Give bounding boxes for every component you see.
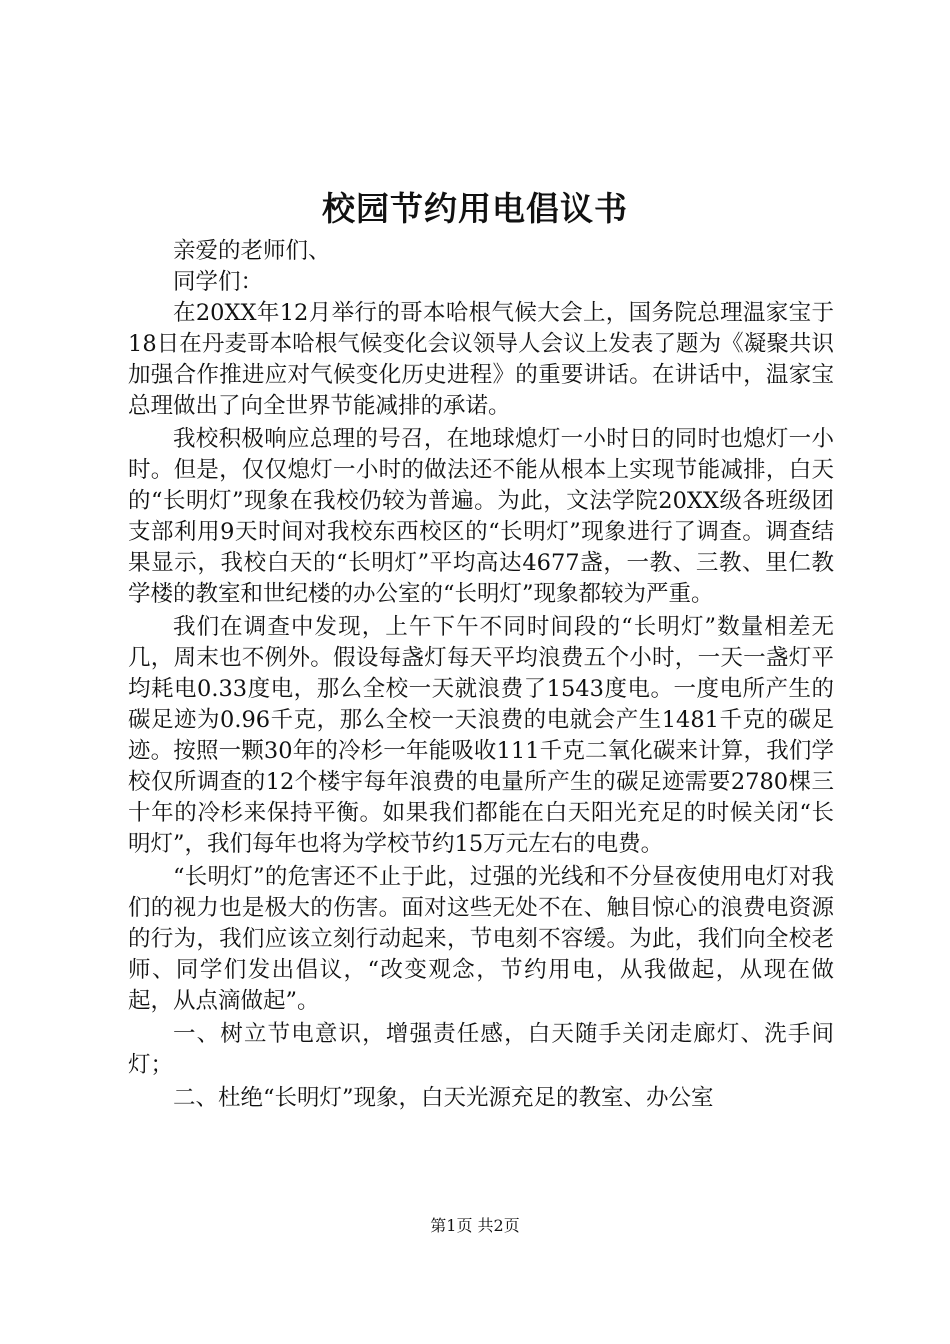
page-footer: 第1页 共2页 xyxy=(430,1216,520,1235)
paragraph-4: “长明灯”的危害还不止于此，过强的光线和不分昼夜使用电灯对我们的视力也是极大的伤害。面对这些无处不在、触目惊心的浪费电资源的行为，我们应该立刻行动起来，节电刻不容缓。为此，我们向全校老师、同学们发出倡议，“改变观念，节约用电，从我做起，从现在做起，从点滴做起”。 xyxy=(128,864,834,1014)
salutation-line-2: 同学们： xyxy=(173,269,264,295)
paragraph-2: 我校积极响应总理的号召，在地球熄灯一小时日的同时也熄灯一小时。但是，仅仅熄灯一小时的做法还不能从根本上实现节能减排，白天的“长明灯”现象在我校仍较为普遍。为此，文法学院20XX级各班级团支部利用9天时间对我校东西校区的“长明灯”现象进行了调查。调查结果显示，我校白天的“长明灯”平均高达4677盏，一教、三教、里仁教学楼的教室和世纪楼的办公室的“长明灯”现象都较为严重。 xyxy=(128,426,834,607)
paragraph-1: 在20XX年12月举行的哥本哈根气候大会上，国务院总理温家宝于18日在丹麦哥本哈根气候变化会议领导人会议上发表了题为《凝聚共识加强合作推进应对气候变化历史进程》的重要讲话。在讲话中，温家宝总理做出了向全世界节能减排的承诺。 xyxy=(128,300,834,419)
document-title: 校园节约用电倡议书 xyxy=(322,189,628,228)
document-body xyxy=(128,236,834,1114)
paragraph-3: 我们在调查中发现，上午下午不同时间段的“长明灯”数量相差无几，周末也不例外。假设每盏灯每天平均浪费五个小时，一天一盏灯平均耗电0.33度电，那么全校一天就浪费了1543度电。一度电所产生的碳足迹为0.96千克，那么全校一天浪费的电就会产生1481千克的碳足迹。按照一颗30年的冷杉一年能吸收111千克二氧化碳来计算，我们学校仅所调查的12个楼宇每年浪费的电量所产生的碳足迹需要2780棵三十年的冷杉来保持平衡。如果我们都能在白天阳光充足的时候关闭“长明灯”，我们每年也将为学校节约15万元左右的电费。 xyxy=(128,614,834,857)
salutation-line-1: 亲爱的老师们、 xyxy=(173,238,331,264)
paragraph-5: 一、树立节电意识，增强责任感，白天随手关闭走廊灯、洗手间灯； xyxy=(128,1021,834,1078)
paragraph-6: 二、杜绝“长明灯”现象，白天光源充足的教室、办公室 xyxy=(173,1085,714,1111)
